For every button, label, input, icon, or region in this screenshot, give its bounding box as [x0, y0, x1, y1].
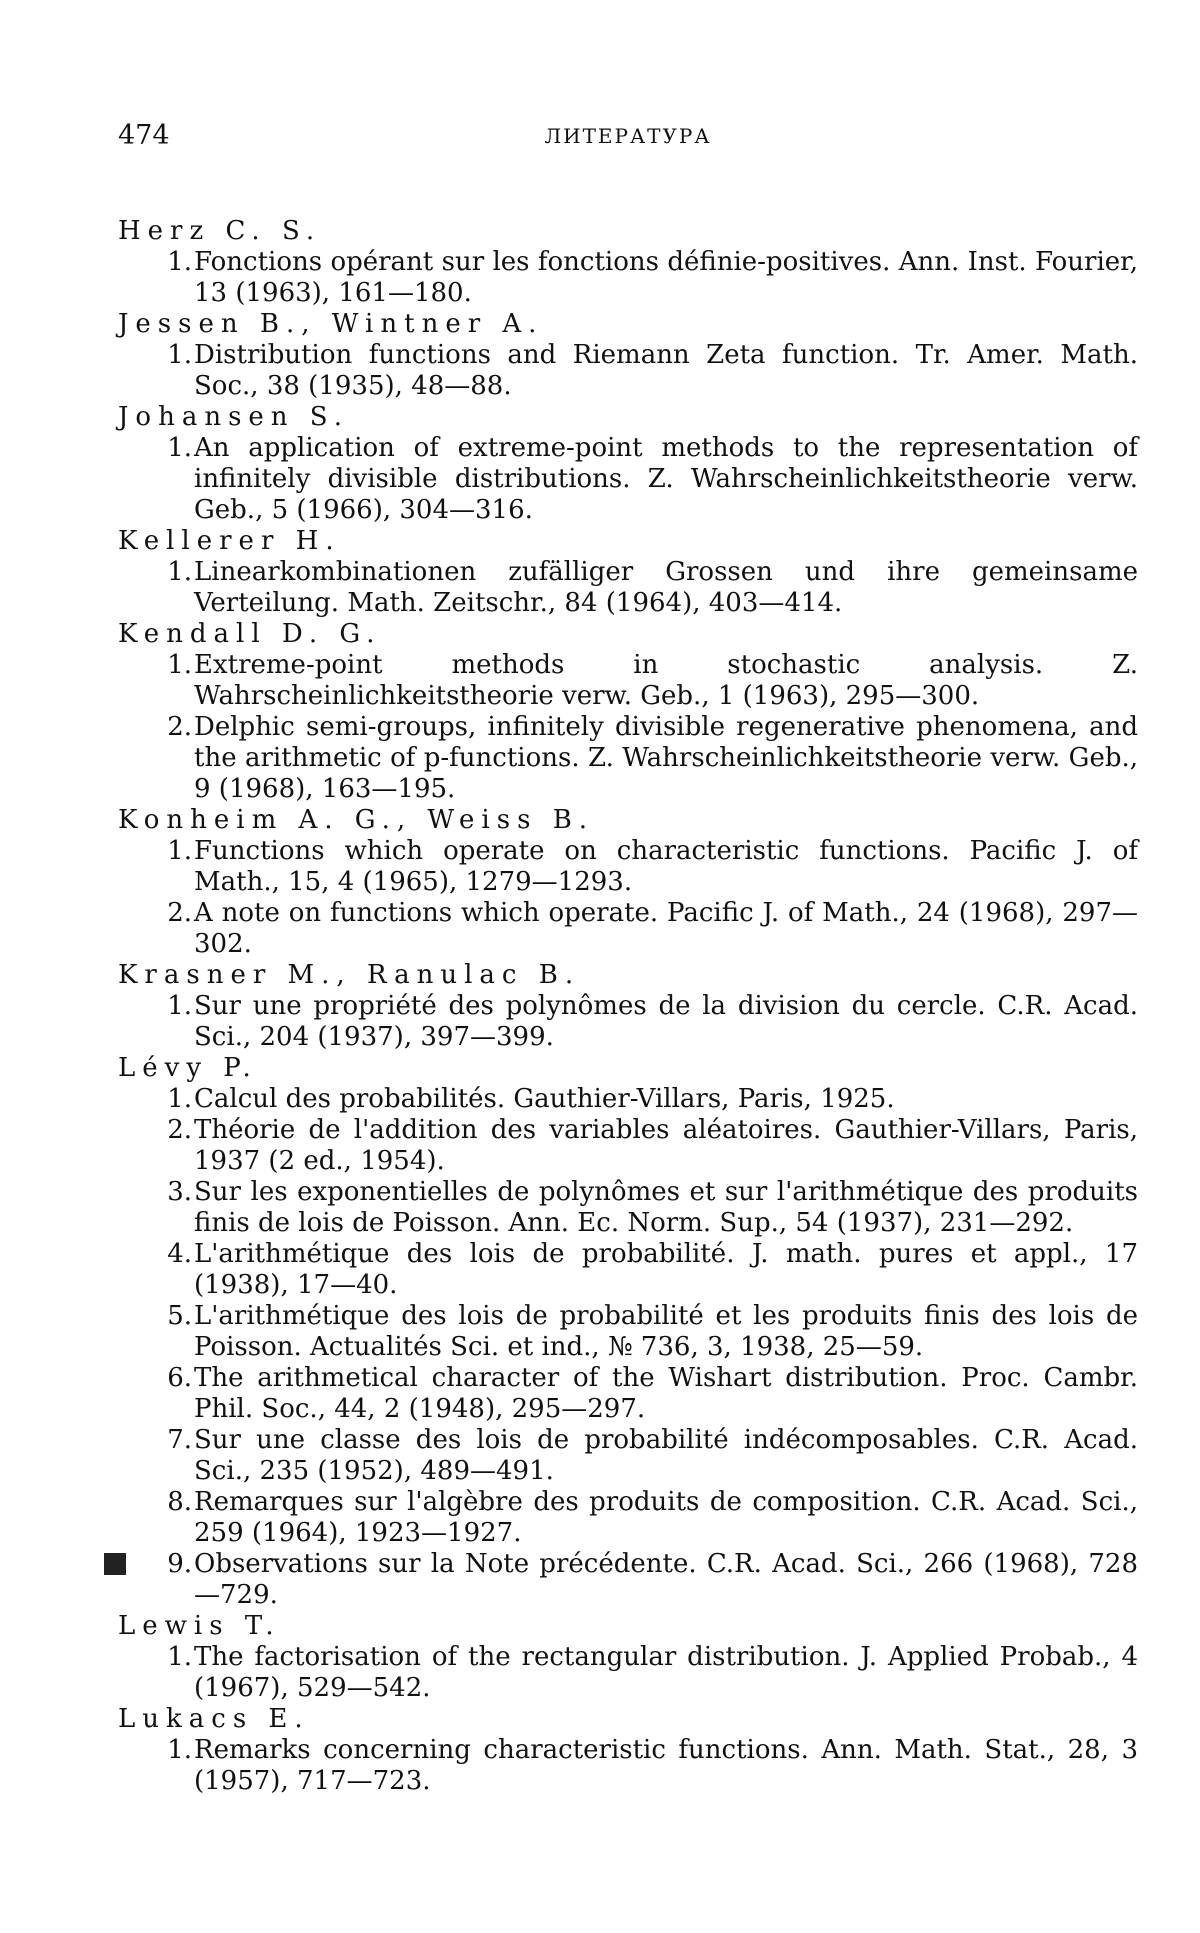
reference-list	[118, 216, 1138, 1797]
entry-number: 2.	[167, 712, 192, 742]
entry-text: L'arithmétique des lois de probabilité. J. math. pures et appl., 17 (1938), 17—40.	[194, 1239, 1138, 1300]
entry-number: 7.	[167, 1425, 192, 1455]
reference-entry	[118, 712, 1138, 805]
entry-text: Théorie de l'addition des variables aléatoires. Gauthier-Villars, Paris, 1937 (2 ed., 1954).	[194, 1115, 1138, 1176]
entry-text: Remarques sur l'algèbre des produits de composition. C.R. Acad. Sci., 259 (1964), 1923—1927.	[194, 1487, 1138, 1548]
entry-text: Fonctions opérant sur les fonctions définie-positives. Ann. Inst. Fourier, 13 (1963), 161—180.	[194, 247, 1138, 308]
entry-text: Sur une propriété des polynômes de la division du cercle. C.R. Acad. Sci., 204 (1937), 397—399.	[194, 991, 1138, 1052]
entry-number: 1.	[167, 247, 192, 277]
entry-number: 3.	[167, 1177, 192, 1207]
entry-number: 1.	[167, 1084, 192, 1114]
entry-number: 1.	[167, 650, 192, 680]
entry-number: 1.	[167, 340, 192, 370]
entry-text: Delphic semi-groups, infinitely divisible regenerative phenomena, and the arithmetic of p-functions. Z. Wahrscheinlichkeitstheorie verw. Geb., 9 (1968), 163—195.	[194, 712, 1138, 804]
entry-text: Calcul des probabilités. Gauthier-Villars, Paris, 1925.	[194, 1084, 895, 1114]
reference-entry	[118, 340, 1138, 402]
entry-text: Sur une classe des lois de probabilité indécomposables. C.R. Acad. Sci., 235 (1952), 489—491.	[194, 1425, 1138, 1486]
entry-text: L'arithmétique des lois de probabilité et les produits finis des lois de Poisson. Actualités Sci. et ind., № 736, 3, 1938, 25—59.	[194, 1301, 1138, 1362]
entry-number: 1.	[167, 557, 192, 587]
entry-text: An application of extreme-point methods to the representation of infinitely divisible distributions. Z. Wahrscheinlichkeitstheorie verw. Geb., 5 (1966), 304—316.	[194, 433, 1138, 525]
entry-number: 1.	[167, 1735, 192, 1765]
reference-entry	[118, 1115, 1138, 1177]
entry-number: 5.	[167, 1301, 192, 1331]
reference-author: Kellerer H.	[118, 526, 341, 556]
margin-mark-icon	[104, 1553, 126, 1575]
entry-number: 2.	[167, 1115, 192, 1145]
entry-text: Remarks concerning characteristic functions. Ann. Math. Stat., 28, 3 (1957), 717—723.	[194, 1735, 1138, 1796]
reference-entry	[118, 1363, 1138, 1425]
entry-number: 1.	[167, 836, 192, 866]
reference-entry	[118, 650, 1138, 712]
reference-entry	[118, 991, 1138, 1053]
reference-entry	[118, 557, 1138, 619]
page-header	[118, 120, 1138, 154]
page-number: 474	[118, 120, 170, 151]
reference-entry	[118, 1239, 1138, 1301]
entry-text: Observations sur la Note précédente. C.R. Acad. Sci., 266 (1968), 728—729.	[194, 1549, 1138, 1610]
entry-number: 1.	[167, 1642, 192, 1672]
reference-author: Lewis T.	[118, 1611, 281, 1641]
reference-author: Jessen B., Wintner A.	[118, 309, 544, 339]
reference-author: Konheim A. G., Weiss B.	[118, 805, 595, 835]
entry-number: 1.	[167, 433, 192, 463]
entry-number: 2.	[167, 898, 192, 928]
reference-entry	[118, 1425, 1138, 1487]
reference-author: Lévy P.	[118, 1053, 258, 1083]
reference-author: Kendall D. G.	[118, 619, 382, 649]
entry-text: The arithmetical character of the Wishart distribution. Proc. Cambr. Phil. Soc., 44, 2 (1948), 295—297.	[194, 1363, 1138, 1424]
reference-author: Krasner M., Ranulac B.	[118, 960, 581, 990]
entry-number: 1.	[167, 991, 192, 1021]
entry-number: 9.	[167, 1549, 192, 1579]
reference-entry	[118, 1735, 1138, 1797]
reference-author: Lukacs E.	[118, 1704, 310, 1734]
reference-entry	[118, 433, 1138, 526]
entry-number: 4.	[167, 1239, 192, 1269]
reference-entry	[118, 1487, 1138, 1549]
reference-entry	[118, 1642, 1138, 1704]
entry-text: The factorisation of the rectangular distribution. J. Applied Probab., 4 (1967), 529—542.	[194, 1642, 1138, 1703]
entry-text: Functions which operate on characteristic functions. Pacific J. of Math., 15, 4 (1965), 1279—1293.	[194, 836, 1138, 897]
entry-number: 8.	[167, 1487, 192, 1517]
reference-author: Johansen S.	[118, 402, 349, 432]
reference-entry	[118, 1177, 1138, 1239]
entry-text: Extreme-point methods in stochastic analysis. Z. Wahrscheinlichkeitstheorie verw. Geb., 1 (1963), 295—300.	[194, 650, 1138, 711]
entry-text: Sur les exponentielles de polynômes et sur l'arithmétique des produits finis de lois de Poisson. Ann. Ec. Norm. Sup., 54 (1937), 231—292.	[194, 1177, 1138, 1238]
reference-entry	[118, 247, 1138, 309]
reference-author: Herz C. S.	[118, 216, 322, 246]
reference-entry	[118, 898, 1138, 960]
reference-entry	[118, 1301, 1138, 1363]
reference-entry	[118, 1549, 1138, 1611]
entry-number: 6.	[167, 1363, 192, 1393]
running-title: ЛИТЕРАТУРА	[544, 124, 712, 148]
entry-text: Distribution functions and Riemann Zeta function. Tr. Amer. Math. Soc., 38 (1935), 48—88.	[194, 340, 1138, 401]
entry-text: A note on functions which operate. Pacific J. of Math., 24 (1968), 297—302.	[194, 898, 1138, 959]
reference-entry	[118, 1084, 1138, 1115]
entry-text: Linearkombinationen zufälliger Grossen und ihre gemeinsame Verteilung. Math. Zeitschr., 84 (1964), 403—414.	[194, 557, 1138, 618]
reference-entry	[118, 836, 1138, 898]
